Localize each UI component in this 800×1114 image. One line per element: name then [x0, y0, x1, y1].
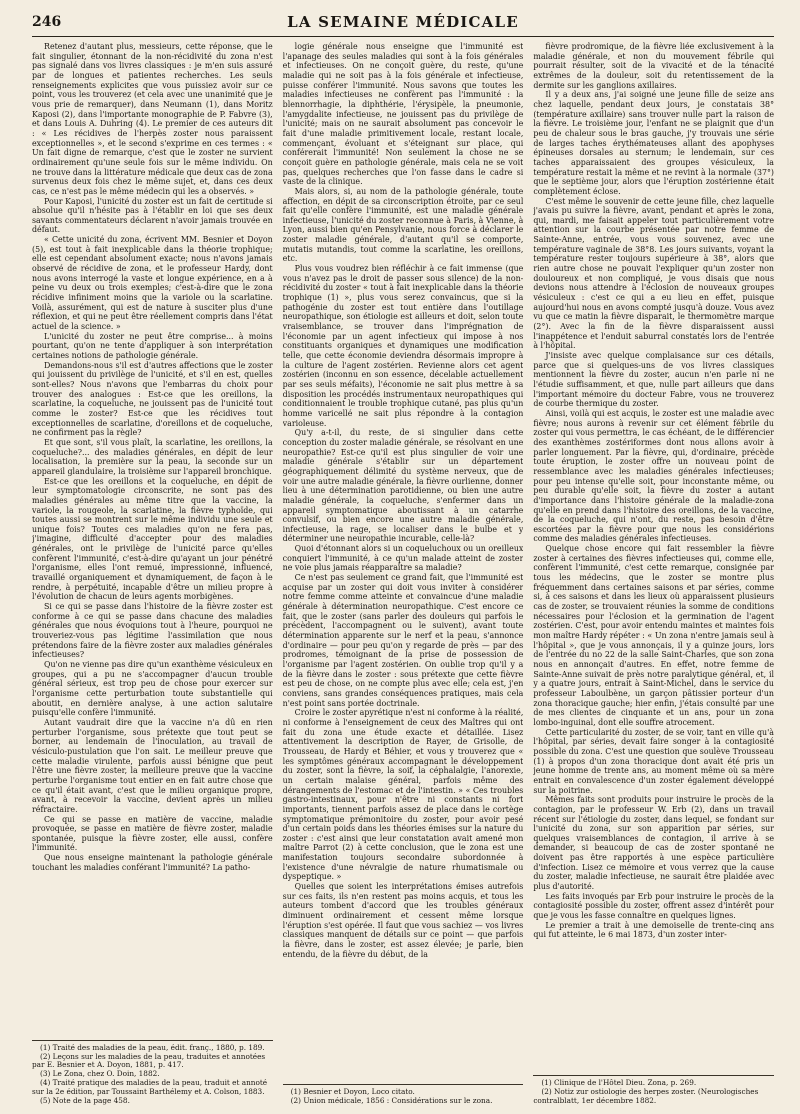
paragraph: Mêmes faits sont produits pour instruire le procès de la contagion, par le professeur W. Erb (2), dans un travail récent sur l'étiologie du zoster, dans lequel, se fondant sur l'unicité du zona, sur son apparition par séries, sur quelques vraisemblances de contagion, il arrive à se demander, si beaucoup de cas de zoster spontané ne doivent pas être rapportés à une espèce particulière d'infection. Lisez ce mémoire et vous verrez que la cause du zoster, maladie infectieuse, ne saurait être plaidée avec plus d'autorité.: [533, 795, 775, 892]
footnote: (5) Note de la page 458.: [40, 1096, 130, 1106]
column-1-body: [32, 42, 273, 872]
text-columns: [32, 42, 774, 1106]
paragraph: Retenez d'autant plus, messieurs, cette réponse, que le fait singulier, étonnant de la non-récidivité du zona n'est pas signalé dans vos livres classiques : je m'en suis assuré par de longues et patientes recherches. Les seuls renseignements explicites que vous puissiez avoir sur ce point, vous les trouverez (et cela avec une unanimité que je vous prie de remarquer), dans Neumann (1), dans Moritz Kaposi (2), dans l'importante monographie de P. Fabvre (3), et dans Louis A. Duhring (4). Le premier de ces auteurs dit : « Les récidives de l'herpès zoster nous paraissent exceptionnelles », et le second s'exprime en ces termes : « Un fait digne de remarque, c'est que le zoster ne survient ordinairement qu'une seule fois sur le même individu. On ne trouve dans la littérature médicale que deux cas de zona survenus deux fois chez le même sujet, et, dans ces deux cas, ce n'est pas le même médecin qui les a observés. »: [32, 42, 273, 196]
paragraph: Demandons-nous s'il est d'autres affections que le zoster qui jouissent du privilège de l'unicité, et s'il en est, quelles sont-elles? Nous n'avons que l'embarras du choix pour trouver des analogues : Est-ce que les oreillons, la scarlatine, la coqueluche, ne jouissent pas de l'unicité tout comme le zoster? Est-ce que les récidives tout exceptionnelles de scarlatine, d'oreillons et de coqueluche, ne confirment pas la règle?: [32, 360, 273, 438]
paragraph: Croire le zoster apyrétique n'est ni conforme à la réalité, ni conforme à l'enseignement de ceux des Maîtres qui ont fait du zona une étude exacte et détaillée. Lisez attentivement la description de Rayer, de Grisolle, de Trousseau, de Hardy et Béhier, et vous y trouverez que « les symptômes généraux accompagnant le développement du zoster, sont la fièvre, la soif, la céphalalgie, l'anorexie, un certain malaise général, parfois même des dérangements de l'estomac et de l'intestin. » « Ces troubles gastro-intestinaux, pour n'être ni constants ni fort importants, tiennent parfois assez de place dans le cortège symptomatique prémonitoire du zoster, pour avoir pesé d'un certain poids dans les théories émises sur la nature du zoster : c'est ainsi que leur constatation avait amené mon maître Parrot (2) à cette conclusion, que le zona est une manifestation toujours secondaire subordonnée à l'existence d'une névralgie de nature rhumatismale ou dyspeptique. »: [282, 708, 524, 882]
column-1: [32, 42, 273, 1106]
paragraph: Ce n'est pas seulement ce grand fait, que l'immunité est acquise par un zoster qui doit vous inviter à considérer notre femme comme atteinte et convaincue d'une maladie générale à détermination neuropathique. C'est encore ce fait, que le zoster (sans parler des douleurs qui parfois le précèdent, l'accompagnent ou le suivent), avant toute détermination apparente sur le nerf et la peau, s'annonce d'ordinaire — pour peu qu'on y regarde de près — par des prodromes, témoignant de la prise de possession de l'organisme par l'agent zostérien. On oublie trop qu'il y a de la fièvre dans le zoster : sous prétexte que cette fièvre est peu de chose, on ne compte plus avec elle; cela est, j'en conviens, sans grandes conséquences pratiques, mais cela n'est point sans portée doctrinale.: [282, 573, 524, 708]
column-3: [533, 42, 774, 1106]
footnote: (2) Notiz zur ostiologie des herpes zoster. (Neurologisches contralblatt, 1er décembre 1882.: [533, 1087, 759, 1106]
paragraph: Mais alors, si, au nom de la pathologie générale, toute affection, en dépit de sa circonscription étroite, par ce seul fait qu'elle confère l'immunité, est une maladie générale infectieuse, l'unicité du zoster reconnue à Paris, à Vienne, à Lyon, aussi bien qu'en Pensylvanie, nous force à déclarer le zoster maladie générale, d'autant qu'il se comporte, mutatis mutandis, tout comme la scarlatine, les oreillons, etc.: [282, 186, 524, 264]
column-3-footnotes: [533, 1075, 774, 1106]
footnote: (2) Leçons sur les maladies de la peau, traduites et annotées par E. Besnier et A. Doyon, 1881, p. 417.: [32, 1051, 266, 1070]
paragraph: Plus vous voudrez bien réfléchir à ce fait immense (que vous n'avez pas le droit de passer sous silence) de la non-récidivité du zoster « tout à fait inexplicable dans la théorie trophique (1) », plus vous serez convaincus, que si la pathogénie du zoster est tout entière dans l'outillage neuropathique, son étiologie est ailleurs et doit, selon toute vraisemblance, se trouver dans l'imprégnation de l'économie par un agent infectieux qui impose à nos constituants organiques et dynamiques une modification telle, que cette économie deviendra désormais impropre à la culture de l'agent zostérien. Revienne alors cet agent zostérien (inconnu en son essence, décelable actuellement par ses seuls méfaits), l'économie ne sait plus mettre à sa disposition les procédés instrumentaux neuropathiques qui conditionnaient le trouble trophique cutané, pas plus qu'un homme varicellé ne sait plus répondre à la contagion varioleuse.: [282, 264, 524, 428]
paragraph: « Cette unicité du zona, écrivent MM. Besnier et Doyon (5), est tout à fait inexplicable dans la théorie trophique; elle est cependant absolument exacte; nous n'avons jamais observé de récidive de zona, et le professeur Hardy, dont nous avons interrogé la vaste et longue expérience, en a à peine vu deux ou trois exemples; c'est-à-dire que le zona récidive infiniment moins que la variole ou la scarlatine. Voilà, assurément, qui est de nature à susciter plus d'une réflexion, et qui ne peut être réellement compris dans l'état actuel de la science. »: [32, 235, 273, 332]
paragraph: Est-ce que les oreillons et la coqueluche, en dépit de leur symptomatologie circonscrite, ne sont pas des maladies générales au même titre que la vaccine, la variole, la rougeole, la scarlatine, la fièvre typhoïde, qui toutes aussi se montrent sur le même individu une seule et unique fois? Toutes ces maladies qu'on ne fera pas, j'imagine, difficulté d'accepter pour des maladies générales, ont le privilège de l'unicité parce qu'elles confèrent l'immunité, c'est-à-dire qu'ayant un jour pénétré l'organisme, elles l'ont remué, impressionné, influencé, travaillé organiquement et dynamiquement, de façon à le rendre, à perpétuité, incapable d'être un milieu propre à l'évolution de chacun de leurs agents morbigènes.: [32, 476, 273, 602]
column-3-body: [533, 42, 774, 940]
footnote: (4) Traité pratique des maladies de la peau, traduit et annoté sur la 2e édition, par Toussaint Barthélemy et A. Colson, 1883.: [32, 1078, 268, 1097]
paragraph: Que nous enseigne maintenant la pathologie générale touchant les maladies conférant l'immunité? La patho-: [32, 853, 273, 872]
paragraph: L'unicité du zoster ne peut être comprise... à moins pourtant, qu'on ne tente d'appliquer à son interprétation certaines notions de pathologie générale.: [32, 331, 273, 360]
paragraph: J'insiste avec quelque complaisance sur ces détails, parce que si quelques-uns de vos livres classiques mentionnent la fièvre du zoster, aucun n'en parle ni ne l'étudie suffisamment, et que, nulle part ailleurs que dans l'important mémoire du docteur Fabre, vous ne trouverez de courbe thermique du zoster.: [533, 351, 775, 409]
paragraph: Quelles que soient les interprétations émises autrefois sur ces faits, ils n'en restent pas moins acquis, et tous les auteurs tombent d'accord que les troubles généraux diminuent ordinairement et cessent même lorsque l'éruption s'est opérée. Il faut que vous sachiez — vos livres classiques manquent de détails sur ce point — que parfois la fièvre, dans le zoster, est assez élevée; je parle, bien entendu, de la fièvre du début, de la: [282, 882, 524, 959]
footnote: (2) Union médicale, 1856 : Considérations sur le zona.: [290, 1096, 493, 1106]
paragraph: Ce qui se passe en matière de vaccine, maladie provoquée, se passe en matière de fièvre zoster, maladie spontanée, puisque la fièvre zoster, elle aussi, confère l'immunité.: [32, 814, 273, 853]
footnote: (3) Le Zona, chez O. Doin, 1882.: [40, 1069, 160, 1079]
journal-title: LA SEMAINE MÉDICALE: [287, 13, 519, 31]
column-2-body: [283, 42, 524, 959]
page-number: 246: [32, 14, 62, 30]
paragraph: C'est même le souvenir de cette jeune fille, chez laquelle j'avais pu suivre la fièvre, avant, pendant et après le zona, qui, mardi, me faisait appeler tout particulièrement votre attention sur la courbe présentée par notre femme de Sainte-Anne, entrée, vous vous souvenez, avec une température vaginale de 38°8. Les jours suivants, voyant la température rester toujours supérieure à 38°, alors que rien autre chose ne pouvait l'expliquer qu'un zoster non douloureux et non compliqué, je vous disais que nous devions nous attendre à l'éclosion de nouveaux groupes vésiculeux : c'est ce qui a eu lieu en effet, puisque aujourd'hui nous en avons compté jusqu'à douze. Vous avez vu que ce matin la fièvre disparait, le thermomètre marque (2°). Avec la fin de la fièvre disparaissent aussi l'inappétence et l'enduit saburral constatés lors de l'entrée à l'hôpital.: [533, 196, 775, 351]
footnote: (1) Clinique de l'Hôtel Dieu. Zona, p. 269.: [541, 1078, 697, 1088]
paragraph: Les faits invoqués par Erb pour instruire le procès de la contagiosité possible du zoster, offrent assez d'intérêt pour que je vous les fasse connaître en quelques lignes.: [533, 891, 775, 921]
paragraph: Qu'y a-t-il, du reste, de si singulier dans cette conception du zoster maladie générale, se résolvant en une neuropathie? Est-ce qu'il est plus singulier de voir une maladie générale s'établir sur un département géographiquement délimité du système nerveux, que de voir une autre maladie générale, la fièvre ourlienne, donner lieu à une détermination parotidienne, ou bien une autre maladie générale, la coqueluche, s'enfermer dans un appareil symptomatique aboutissant à un catarrhe convulsif, ou bien encore une autre maladie générale, infectieuse, la rage, se localiser dans le bulbe et y déterminer une neuropathie incurable, celle-là?: [282, 428, 524, 544]
paragraph: Qu'on ne vienne pas dire qu'un exanthème vésiculeux en groupes, qui a pu ne s'accompagner d'aucun trouble général sérieux, est trop peu de chose pour exercer sur l'organisme cette perturbation toute substantielle qui aboutit, en dernière analyse, à une action salutaire puisqu'elle confère l'immunité.: [32, 660, 273, 718]
paragraph: Autant vaudrait dire que la vaccine n'a dû en rien perturber l'organisme, sous prétexte que tout peut se borner, au lendemain de l'inoculation, au travail de vésiculo-pustulation que l'on sait. Le meilleur preuve que cette maladie virulente, parfois aussi bénigne que peut l'être une fièvre zoster, la meilleure preuve que la vaccine perturbe l'organisme tout entier en en fait autre chose que ce qu'il était avant, c'est que le milieu organique propre, avant, à recevoir la vaccine, devient après un milieu réfractaire.: [32, 717, 273, 814]
paragraph: Si ce qui se passe dans l'histoire de la fièvre zoster est conforme à ce qui se passe dans chacune des maladies générales que nous évoquions tout à l'heure, pourquoi ne trouveriez-vous pas légitime l'assimilation que nous prétendons faire de la fièvre zoster aux maladies générales infectieuses?: [32, 602, 273, 660]
paragraph: Il y a deux ans, j'ai soigné une jeune fille de seize ans chez laquelle, pendant deux jours, je constatais 38° (température axillaire) sans trouver nulle part la raison de la fièvre. Le troisième jour, l'enfant ne se plaignit que d'un peu de chaleur sous le bras gauche, j'y trouvais une série de larges taches érythémateuses allant des apophyses épineuses dorsales au sternum; le lendemain, sur ces taches apparaissaient des groupes vésiculeux, la température restait la même et ne revint à la normale (37°) que le septième jour, alors que l'éruption zostérienne était complètement éclose.: [533, 90, 775, 196]
paragraph: Quoi d'étonnant alors si un coqueluchoux ou un oreilleux conquiert l'immunité, à ce qu'un malade atteint de zoster ne voie plus jamais réapparaître sa maladie?: [282, 544, 524, 573]
column-1-footnotes: [32, 1040, 273, 1106]
paragraph: Cette particularité du zoster, de se voir, tant en ville qu'à l'hôpital, par séries, devait faire songer à la contagiosité possible du zona. C'est une question que soulève Trousseau (1) à propos d'un zona thoracique dont avait été pris un jeune homme de trente ans, au moment même où sa mère entrait en convalescence d'un zoster également développé sur la poitrine.: [533, 727, 775, 795]
column-2-footnotes: [283, 1084, 524, 1106]
footnote: (1) Traité des maladies de la peau, édit. franç., 1880, p. 189.: [40, 1042, 265, 1052]
column-2: [283, 42, 524, 1106]
page-header: [32, 12, 774, 37]
paragraph: Ainsi, voilà qui est acquis, le zoster est une maladie avec fièvre; nous aurons à revenir sur cet élément fébrile du zoster qui vous permettra, le cas échéant, de le différencier des exanthèmes zostériformes dont nous allons avoir à parler longuement. Par la fièvre, qui, d'ordinaire, précède toute éruption, le zoster offre un nouveau point de ressemblance avec les maladies générales infectieuses; pour peu intense qu'elle soit, pour inconstante même, ou peu durable qu'elle soit, la fièvre du zoster a autant d'importance dans l'histoire générale de la maladie-zona qu'elle en prend dans l'histoire des oreillons, de la vaccine, de la coqueluche, qui n'ont, du reste, pas besoin d'être escortées par la fièvre pour que nous les considérions comme des maladies générales infectieuses.: [533, 408, 775, 544]
paragraph: Le premier a trait à une demoiselle de trente-cinq ans qui fut atteinte, le 6 mai 1873, d'un zoster inter-: [533, 920, 775, 940]
footnote: (1) Besnier et Doyon, Loco citato.: [290, 1087, 415, 1097]
paragraph: logie générale nous enseigne que l'immunité est l'apanage des seules maladies qui sont à la fois générales et infectieuses. On ne conçoit guère, du reste, qu'une maladie qui ne soit pas à la fois générale et infectieuse, puisse conférer l'immunité. Nous savons que toutes les maladies infectieuses ne confèrent pas l'immunité : la blennorrhagie, la diphthérie, l'érysipèle, la pneumonie, l'amygdalite infectieuse, ne jouissent pas du privilège de l'unicité; mais on ne saurait absolument pas concevoir le fait d'une maladie primitivement locale, restant locale, commençant, évoluant et s'éteignant sur place, qui conférerait l'immunité! Non seulement la chose ne se conçoit guère en pathologie générale, mais cela ne se voit pas, quelques recherches que l'on fasse dans le cadre si vaste de la clinique.: [282, 42, 524, 187]
paragraph: Quelque chose encore qui fait ressembler la fièvre zoster à certaines des fièvres infectieuses qui, comme elle, confèrent l'immunité, c'est cette remarque, consignée par tous les médecins, que le zoster se montre plus fréquemment dans certaines saisons et par séries, comme si, à ces saisons et dans les lieux où apparaissent plusieurs cas de zoster, se trouvaient réunies la somme de conditions nécessaires pour l'éclosion et la germination de l'agent zostérien. C'est, pour avoir entendu maintes et maintes fois mon maître Hardy répéter : « Un zona n'entre jamais seul à l'hôpital », que je vous annonçais, il y a quinze jours, lors de l'entrée du no 22 de la salle Saint-Charles, que son zona nous en annonçait d'autres. En effet, notre femme de Sainte-Anne suivait de près notre paralytique général, et, il y a quatre jours, entrait à Saint-Michel, dans le service du professeur Laboulbène, un garçon pâtissier porteur d'un zona thoracique gauche; hier enfin, j'étais consulté par une de mes clientes de cinquante et un ans, pour un zona lombo-inguinal, dont elle souffre atrocement.: [533, 544, 775, 727]
paragraph: Pour Kaposi, l'unicité du zoster est un fait de certitude si absolue qu'il n'hésite pas à l'établir en loi que ses deux savants commentateurs déclarent n'avoir jamais trouvée en défaut.: [32, 196, 273, 235]
paragraph: Et que sont, s'il vous plaît, la scarlatine, les oreillons, la coqueluche?... des maladies générales, en dépit de leur localisation, la première sur la peau, la seconde sur un appareil glandulaire, la troisième sur l'appareil bronchique.: [32, 437, 273, 476]
paragraph: fièvre prodromique, de la fièvre liée exclusivement à la maladie générale, et non du mouvement fébrile qui pourrait résulter, soit de la vivacité et de la ténacité extrêmes de la douleur, soit du retentissement de la dermite sur les ganglions axillaires.: [533, 42, 775, 90]
